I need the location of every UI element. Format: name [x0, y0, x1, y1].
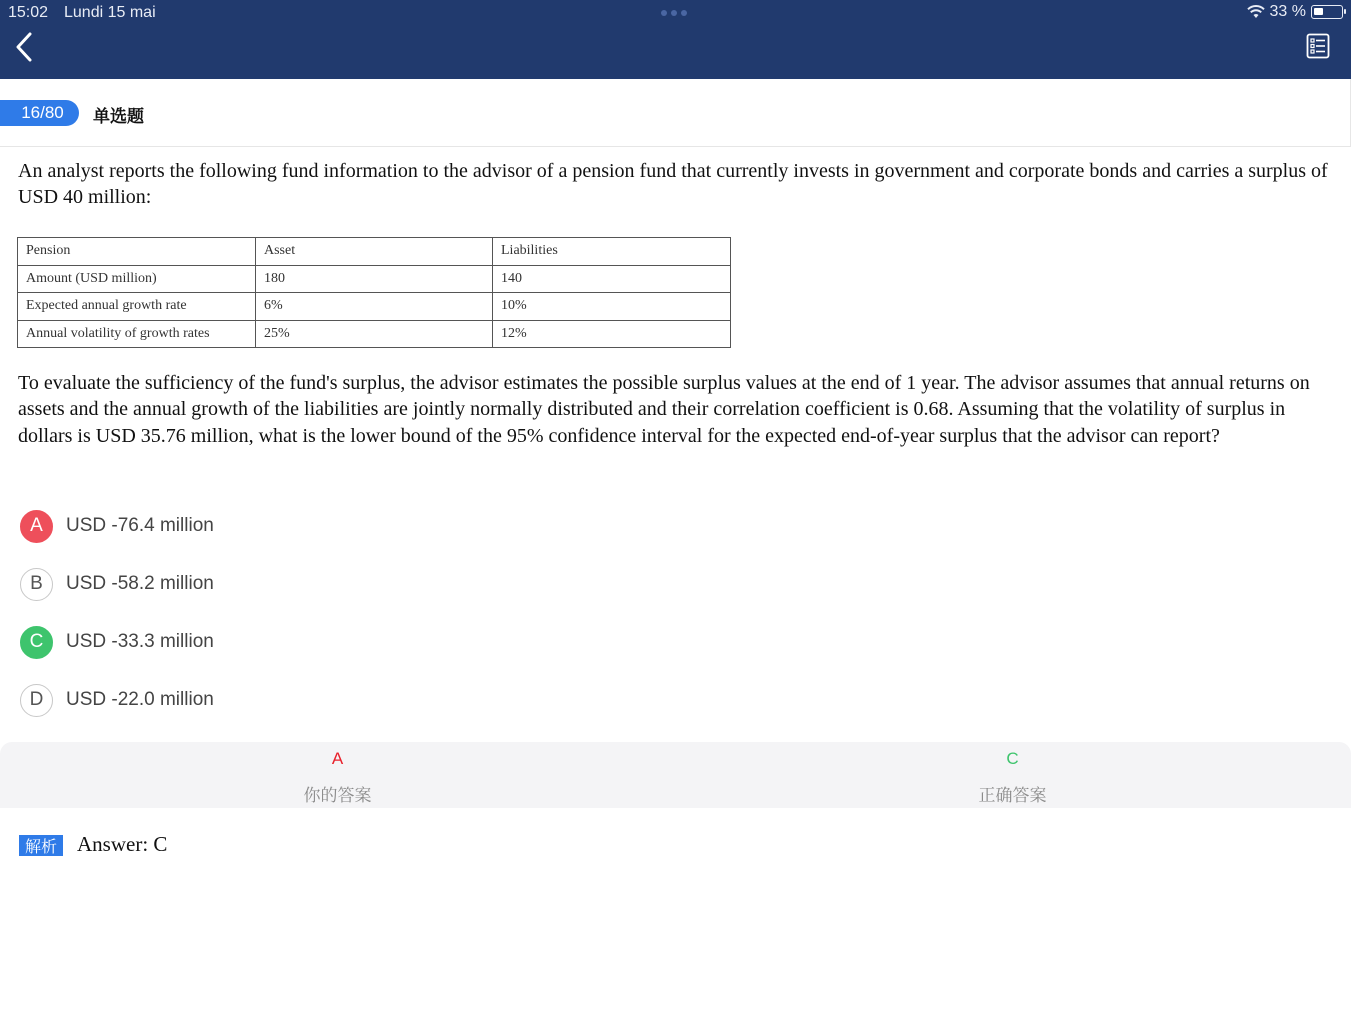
table-cell: 140 [493, 265, 731, 293]
analysis-text: Answer: C [77, 832, 168, 856]
status-date: Lundi 15 mai [64, 4, 156, 21]
table-cell: 12% [493, 320, 731, 348]
table-header-cell: Liabilities [493, 238, 731, 266]
option-b-circle: B [20, 568, 53, 601]
option-b[interactable] [20, 567, 214, 601]
table-row [18, 293, 731, 321]
question-number-badge: 16/80 [0, 100, 79, 126]
question-type: 单选题 [93, 107, 144, 127]
multitasking-dots[interactable] [661, 10, 687, 16]
question-intro: An analyst reports the following fund information to the advisor of a pension fund that currently invests in government and corporate bonds and carries a surplus of USD 40 million: [18, 160, 1328, 208]
status-right [1247, 3, 1343, 21]
table-cell: 180 [256, 265, 493, 293]
option-d-circle: D [20, 684, 53, 717]
table-cell: 25% [256, 320, 493, 348]
question-header [0, 79, 1351, 147]
table-cell: 6% [256, 293, 493, 321]
table-row [18, 320, 731, 348]
battery-icon [1311, 5, 1343, 19]
option-a-text: USD -76.4 million [66, 515, 214, 536]
correct-answer-column [675, 742, 1350, 808]
question-body: To evaluate the sufficiency of the fund's surplus, the advisor estimates the possible surplus values at the end of 1 year. The advisor assumes that annual returns on assets and the annual growth of the liabilities are jointly normally distributed and their correlation coefficient is 0.68. Assuming that the volatility of surplus in dollars is USD 35.76 million, what is the lower bound of the 95% confidence interval for the expected end-of-year surplus that the advisor can report? [18, 372, 1310, 447]
your-answer-column [0, 742, 675, 808]
option-d[interactable] [20, 683, 214, 717]
table-header-cell: Asset [256, 238, 493, 266]
option-d-text: USD -22.0 million [66, 689, 214, 710]
option-c-circle: C [20, 626, 53, 659]
option-a[interactable] [20, 509, 214, 543]
option-c-text: USD -33.3 million [66, 631, 214, 652]
table-cell: 10% [493, 293, 731, 321]
table-cell: Amount (USD million) [18, 265, 256, 293]
top-bar [0, 0, 1351, 79]
answer-summary [0, 742, 1351, 808]
correct-answer-letter: C [1006, 749, 1019, 768]
battery-percent: 33 % [1269, 3, 1306, 20]
option-c[interactable] [20, 625, 214, 659]
table-row [18, 265, 731, 293]
correct-answer-label: 正确答案 [978, 786, 1047, 806]
wifi-icon [1247, 5, 1265, 19]
battery-fill [1314, 8, 1323, 15]
analysis-tag: 解析 [19, 835, 63, 856]
your-answer-label: 你的答案 [303, 786, 372, 806]
option-a-circle: A [20, 510, 53, 543]
your-answer-letter: A [331, 749, 344, 768]
chevron-left-icon [14, 31, 34, 63]
table-header-row [18, 238, 731, 266]
table-cell: Expected annual growth rate [18, 293, 256, 321]
option-b-text: USD -58.2 million [66, 573, 214, 594]
question-list-icon [1306, 33, 1330, 59]
table-cell: Annual volatility of growth rates [18, 320, 256, 348]
fund-table [17, 237, 731, 348]
status-time: 15:02 [8, 4, 49, 21]
table-header-cell: Pension [18, 238, 256, 266]
question-list-button[interactable] [1306, 33, 1330, 59]
back-button[interactable] [10, 30, 38, 64]
